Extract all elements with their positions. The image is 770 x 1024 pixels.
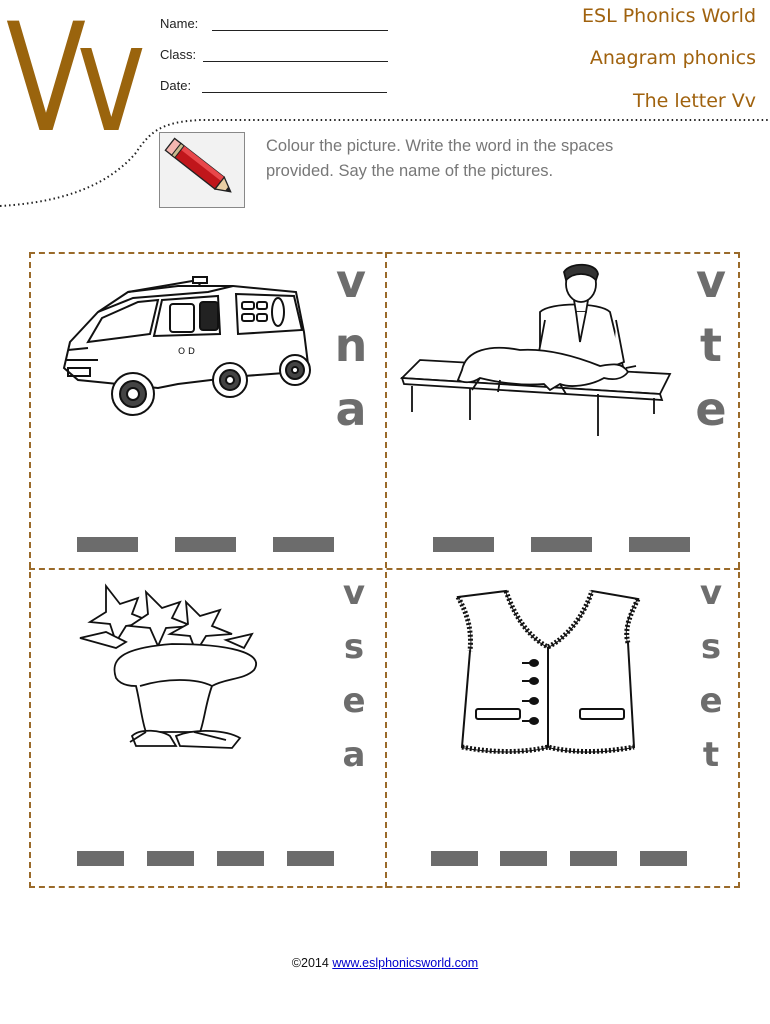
svg-text:O D: O D (178, 347, 195, 357)
card4-letter-1: v (699, 573, 723, 613)
grid-divider-vertical (385, 252, 387, 888)
card1-blank-3[interactable] (273, 537, 334, 552)
class-line[interactable] (203, 61, 388, 62)
date-field (160, 78, 191, 93)
date-label: Date: (160, 78, 192, 93)
card1-blank-2[interactable] (175, 537, 236, 552)
card4-blank-1[interactable] (431, 851, 478, 866)
instructions-text: Colour the picture. Write the word in the spaces provided. Say the name of the pictures. (266, 137, 614, 180)
vase-picture (76, 582, 262, 752)
card3-blank-2[interactable] (147, 851, 194, 866)
card4-letter-3: e (699, 681, 723, 721)
big-letter-vv: Vv (6, 0, 137, 166)
card2-letter-3: e (695, 382, 727, 436)
card1-letter-2: n (334, 318, 368, 372)
van-picture (58, 272, 313, 424)
class-label: Class: (160, 47, 197, 62)
vet-picture (400, 262, 672, 438)
card2-blank-3[interactable] (629, 537, 690, 552)
card2-letter-2: t (700, 318, 722, 372)
pencil-icon (159, 132, 245, 208)
vest-picture (452, 585, 648, 757)
name-line[interactable] (212, 30, 388, 31)
grid-divider-horizontal (29, 568, 740, 570)
letter-title: The letter Vv (632, 90, 756, 112)
card3-letter-4: a (342, 735, 366, 775)
card2-letter-1: v (696, 254, 726, 308)
card4-blank-3[interactable] (570, 851, 617, 866)
card2-blank-2[interactable] (531, 537, 592, 552)
name-field (160, 16, 198, 31)
site-title: ESL Phonics World (582, 5, 756, 27)
card4-letter-2: s (700, 627, 722, 667)
name-label: Name: (160, 16, 199, 31)
card1-blank-1[interactable] (77, 537, 138, 552)
card4-blank-4[interactable] (640, 851, 687, 866)
class-field (160, 47, 196, 62)
footer (0, 956, 770, 970)
copyright-text: ©2014 (291, 956, 329, 970)
card4-letter-4: t (702, 735, 720, 775)
card1-letter-1: v (336, 254, 366, 308)
date-line[interactable] (202, 92, 387, 93)
card3-blank-1[interactable] (77, 851, 124, 866)
website-link[interactable]: www.eslphonicsworld.com (332, 956, 479, 970)
worksheet-type: Anagram phonics (589, 47, 756, 69)
card3-letter-1: v (342, 573, 366, 613)
card4-blank-2[interactable] (500, 851, 547, 866)
card3-letter-3: e (342, 681, 366, 721)
card3-letter-2: s (343, 627, 365, 667)
card1-letter-3: a (335, 382, 367, 436)
card3-blank-4[interactable] (287, 851, 334, 866)
card2-blank-1[interactable] (433, 537, 494, 552)
card3-blank-3[interactable] (217, 851, 264, 866)
